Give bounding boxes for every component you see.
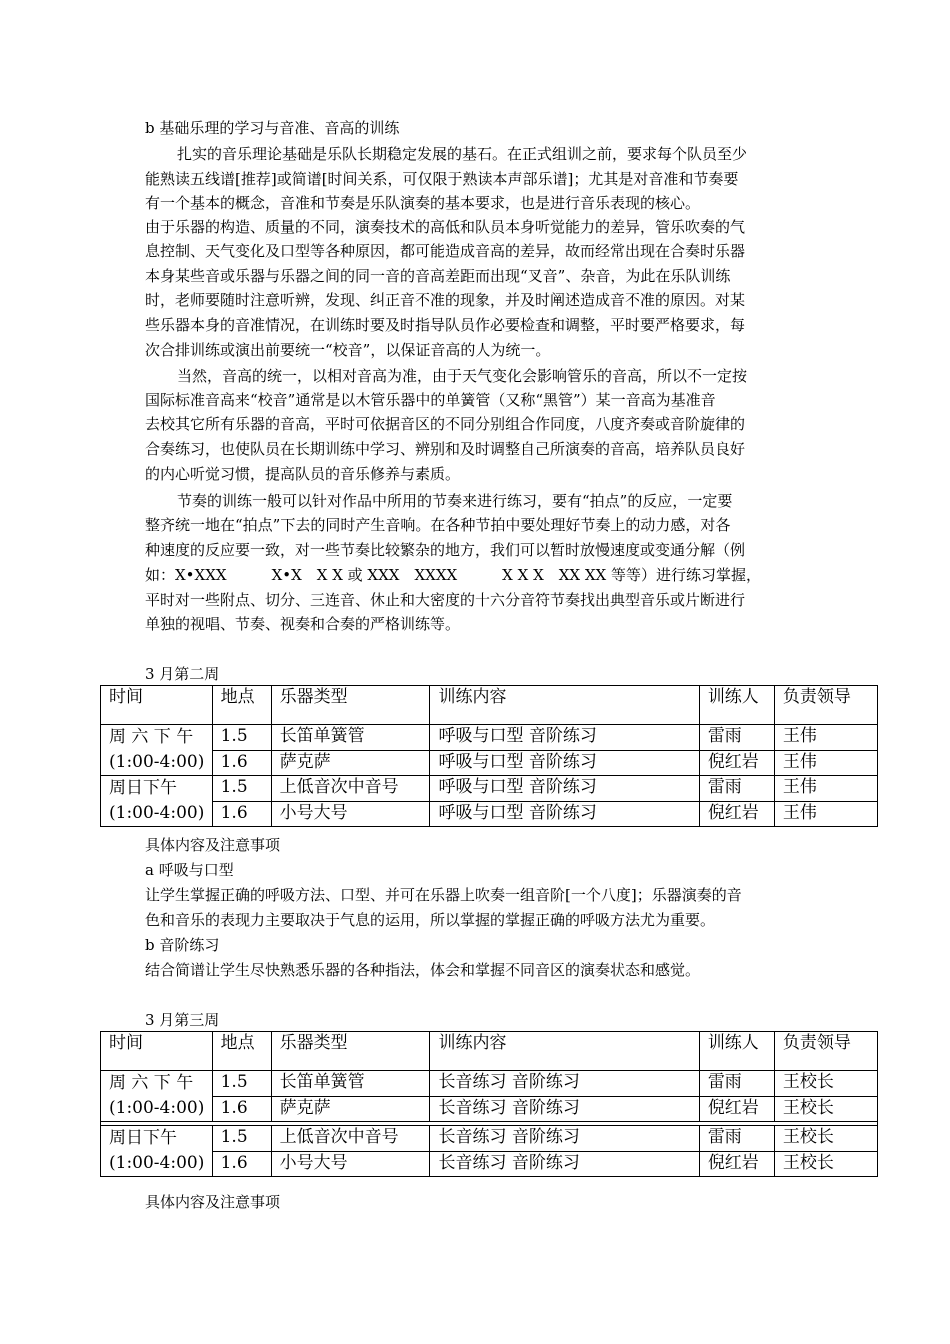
trainer-cell: 倪红岩 — [699, 750, 774, 776]
table-header-row — [101, 686, 878, 725]
paragraph-line: 能熟读五线谱[推荐]或简谱[时间关系，可仅限于熟读本声部乐谱]；尤其是对音准和节奏要 — [145, 170, 739, 188]
location-cell: 1.5 — [212, 776, 271, 802]
paragraph-line: 当然，音高的统一，以相对音高为准，由于天气变化会影响管乐的音高，所以不一定按 — [177, 367, 748, 385]
trainer-cell: 雷雨 — [699, 776, 774, 802]
paragraph-line: 色和音乐的表现力主要取决于气息的运用，所以掌握的掌握正确的呼吸方法尤为重要。 — [145, 911, 716, 929]
instrument-cell: 小号大号 — [271, 801, 430, 827]
instrument-cell: 上低音次中音号 — [271, 776, 430, 802]
table-row — [101, 1071, 878, 1097]
content-cell: 长音练习 音阶练习 — [430, 1096, 699, 1122]
header-instrument: 乐器类型 — [271, 1032, 430, 1071]
leader-cell: 王伟 — [774, 776, 877, 802]
time-day: 周日下午 — [109, 1128, 177, 1148]
content-cell: 呼吸与口型 音阶练习 — [430, 725, 699, 751]
leader-cell: 王伟 — [774, 750, 877, 776]
time-cell — [101, 1071, 213, 1122]
paragraph-line: 去校其它所有乐器的音高，平时可依据音区的不同分别组合作同度，八度齐奏或音阶旋律的 — [145, 415, 746, 433]
paragraph-line: 扎实的音乐理论基础是乐队长期稳定发展的基石。在正式组训之前，要求每个队员至少 — [177, 145, 748, 163]
header-time: 时间 — [101, 686, 213, 725]
time-day: 周日下午 — [109, 778, 177, 798]
trainer-cell: 雷雨 — [699, 1126, 774, 1152]
paragraph-line: 平时对一些附点、切分、三连音、休止和大密度的十六分音符节奏找出典型音乐或片断进行 — [145, 591, 746, 609]
paragraph-line: 节奏的训练一般可以针对作品中所用的节奏来进行练习，要有“拍点”的反应，一定要 — [177, 492, 733, 510]
time-hours: (1:00-4:00) — [109, 752, 205, 772]
header-trainer: 训练人 — [699, 686, 774, 725]
paragraph-line: 有一个基本的概念，音准和节奏是乐队演奏的基本要求，也是进行音乐表现的核心。 — [145, 194, 701, 212]
header-location: 地点 — [212, 686, 271, 725]
paragraph-line: 时，老师要随时注意听辨，发现、纠正音不准的现象，并及时阐述造成音不准的原因。对某 — [145, 291, 746, 309]
content-cell: 长音练习 音阶练习 — [430, 1126, 699, 1152]
trainer-cell: 雷雨 — [699, 725, 774, 751]
week2-schedule-table — [100, 685, 878, 827]
location-cell: 1.5 — [212, 1071, 271, 1097]
instrument-cell: 萨克萨 — [271, 1096, 430, 1122]
paragraph-line: 息控制、天气变化及口型等各种原因，都可能造成音高的差异，故而经常出现在合奏时乐器 — [145, 242, 746, 260]
leader-cell: 王伟 — [774, 725, 877, 751]
location-cell: 1.6 — [212, 750, 271, 776]
header-instrument: 乐器类型 — [271, 686, 430, 725]
content-cell: 呼吸与口型 音阶练习 — [430, 776, 699, 802]
paragraph-line: 的内心听觉习惯，提高队员的音乐修养与素质。 — [145, 465, 461, 483]
week3-schedule-table — [100, 1031, 878, 1177]
time-cell — [101, 776, 213, 827]
location-cell: 1.6 — [212, 1096, 271, 1122]
content-cell: 呼吸与口型 音阶练习 — [430, 801, 699, 827]
time-day: 周 六 下 午 — [109, 727, 194, 747]
leader-cell: 王校长 — [774, 1096, 877, 1122]
time-cell — [101, 725, 213, 776]
content-cell: 呼吸与口型 音阶练习 — [430, 750, 699, 776]
paragraph-line: 些乐器本身的音准情况，在训练时要及时指导队员作必要检查和调整，平时要严格要求，每 — [145, 316, 746, 334]
instrument-cell: 长笛单簧管 — [271, 1071, 430, 1097]
leader-cell: 王校长 — [774, 1126, 877, 1152]
header-content: 训练内容 — [430, 686, 699, 725]
instrument-cell: 小号大号 — [271, 1151, 430, 1177]
paragraph-line: 次合排训练或演出前要统一“校音”，以保证音高的人为统一。 — [145, 341, 551, 359]
paragraph-line: 国际标准音高来“校音”通常是以木管乐器中的单簧管（又称“黑管”）某一音高为基准音 — [145, 391, 716, 409]
table-row — [101, 725, 878, 751]
table-row — [101, 776, 878, 802]
location-cell: 1.6 — [212, 1151, 271, 1177]
paragraph-line: 整齐统一地在“拍点”下去的同时产生音响。在各种节拍中要处理好节奏上的动力感，对各 — [145, 516, 731, 534]
paragraph-line: 由于乐器的构造、质量的不同，演奏技术的高低和队员本身听觉能力的差异，管乐吹奏的气 — [145, 218, 746, 236]
table-row — [101, 1096, 878, 1122]
instrument-cell: 萨克萨 — [271, 750, 430, 776]
header-trainer: 训练人 — [699, 1032, 774, 1071]
paragraph-line: 让学生掌握正确的呼吸方法、口型、并可在乐器上吹奏一组音阶[一个八度]；乐器演奏的音 — [145, 886, 742, 904]
header-leader: 负责领导 — [774, 1032, 877, 1071]
leader-cell: 王校长 — [774, 1151, 877, 1177]
header-time: 时间 — [101, 1032, 213, 1071]
paragraph-line: 单独的视唱、节奏、视奏和合奏的严格训练等。 — [145, 615, 461, 633]
content-cell: 长音练习 音阶练习 — [430, 1151, 699, 1177]
table-header-row — [101, 1032, 878, 1071]
location-cell: 1.5 — [212, 1126, 271, 1152]
instrument-cell: 上低音次中音号 — [271, 1126, 430, 1152]
week2-notes-title: 具体内容及注意事项 — [145, 836, 281, 854]
trainer-cell: 雷雨 — [699, 1071, 774, 1097]
leader-cell: 王伟 — [774, 801, 877, 827]
table-row — [101, 1151, 878, 1177]
time-hours: (1:00-4:00) — [109, 1098, 205, 1118]
location-cell: 1.5 — [212, 725, 271, 751]
header-leader: 负责领导 — [774, 686, 877, 725]
table-row — [101, 801, 878, 827]
paragraph-line: 本身某些音或乐器与乐器之间的同一音的音高差距而出现“叉音”、杂音，为此在乐队训练 — [145, 267, 731, 285]
header-location: 地点 — [212, 1032, 271, 1071]
time-cell — [101, 1126, 213, 1177]
trainer-cell: 倪红岩 — [699, 1096, 774, 1122]
table-row — [101, 750, 878, 776]
paragraph-line: 结合简谱让学生尽快熟悉乐器的各种指法，体会和掌握不同音区的演奏状态和感觉。 — [145, 961, 701, 979]
table-row — [101, 1126, 878, 1152]
instrument-cell: 长笛单簧管 — [271, 725, 430, 751]
week2-title: 3 月第二周 — [145, 665, 220, 683]
content-cell: 长音练习 音阶练习 — [430, 1071, 699, 1097]
section-b-title: b 基础乐理的学习与音准、音高的训练 — [145, 119, 400, 137]
week2-a-title: a 呼吸与口型 — [145, 861, 234, 879]
paragraph-line: 种速度的反应要一致，对一些节奏比较繁杂的地方，我们可以暂时放慢速度或变通分解（例 — [145, 541, 746, 559]
leader-cell: 王校长 — [774, 1071, 877, 1097]
time-hours: (1:00-4:00) — [109, 1153, 205, 1173]
trainer-cell: 倪红岩 — [699, 801, 774, 827]
paragraph-line: 合奏练习，也使队员在长期训练中学习、辨别和及时调整自己所演奏的音高，培养队员良好 — [145, 440, 746, 458]
time-day: 周 六 下 午 — [109, 1073, 194, 1093]
trainer-cell: 倪红岩 — [699, 1151, 774, 1177]
week3-notes-title: 具体内容及注意事项 — [145, 1193, 281, 1211]
location-cell: 1.6 — [212, 801, 271, 827]
rhythm-example-line: 如：X•XXX X•X X X 或 XXX XXXX X X X XX XX 等等）进行练习掌握， — [145, 566, 762, 584]
header-content: 训练内容 — [430, 1032, 699, 1071]
time-hours: (1:00-4:00) — [109, 803, 205, 823]
week3-title: 3 月第三周 — [145, 1011, 220, 1029]
week2-b-title: b 音阶练习 — [145, 936, 220, 954]
